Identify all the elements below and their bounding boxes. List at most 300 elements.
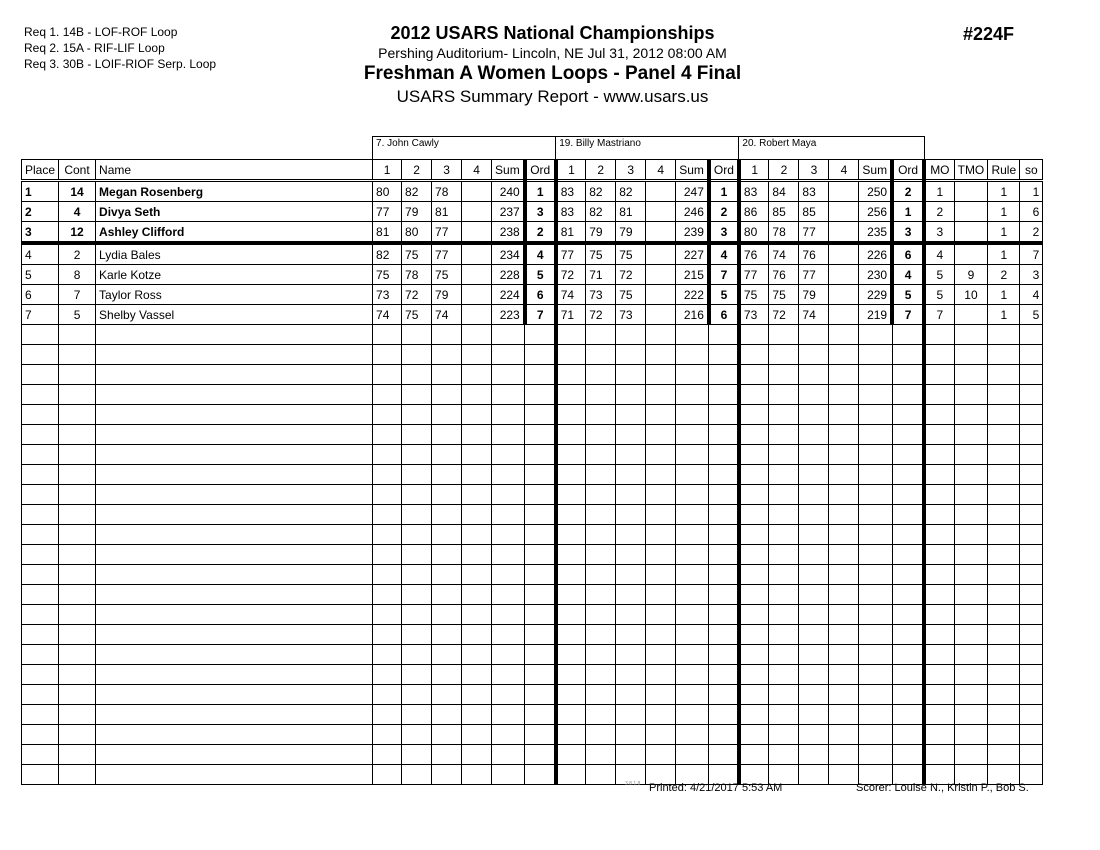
score-cell: 78	[402, 265, 432, 285]
empty-cell	[799, 445, 829, 465]
empty-cell	[769, 545, 799, 565]
empty-cell	[22, 405, 59, 425]
empty-cell	[556, 325, 586, 345]
empty-cell	[22, 485, 59, 505]
empty-cell	[402, 505, 432, 525]
score-cell: 83	[739, 181, 769, 202]
empty-cell	[432, 565, 462, 585]
empty-cell	[892, 545, 924, 565]
empty-cell	[829, 605, 859, 625]
ordinal-cell: 6	[525, 285, 556, 305]
header-cont: Cont	[59, 160, 96, 181]
empty-cell	[769, 725, 799, 745]
empty-cell	[59, 465, 96, 485]
empty-cell	[616, 645, 646, 665]
empty-cell	[462, 625, 492, 645]
empty-cell	[22, 725, 59, 745]
empty-cell	[769, 665, 799, 685]
empty-cell	[492, 365, 525, 385]
empty-cell	[402, 485, 432, 505]
empty-cell	[988, 565, 1020, 585]
score-cell	[462, 222, 492, 244]
empty-cell	[402, 565, 432, 585]
empty-cell	[646, 505, 676, 525]
score-cell: 77	[432, 243, 462, 265]
empty-row	[22, 625, 1043, 645]
empty-cell	[799, 705, 829, 725]
empty-cell	[954, 445, 988, 465]
empty-cell	[373, 505, 402, 525]
empty-cell	[462, 705, 492, 725]
empty-cell	[373, 365, 402, 385]
empty-cell	[586, 765, 616, 785]
empty-cell	[859, 385, 892, 405]
empty-cell	[646, 545, 676, 565]
empty-cell	[402, 705, 432, 725]
empty-cell	[988, 505, 1020, 525]
score-cell: 73	[739, 305, 769, 325]
rule-cell: 1	[988, 222, 1020, 244]
empty-cell	[739, 625, 769, 645]
empty-cell	[954, 525, 988, 545]
empty-cell	[96, 485, 373, 505]
empty-cell	[709, 565, 739, 585]
empty-cell	[432, 625, 462, 645]
requirements-list	[24, 24, 216, 72]
empty-cell	[432, 325, 462, 345]
empty-cell	[924, 585, 954, 605]
ordinal-cell: 1	[709, 181, 739, 202]
empty-cell	[96, 385, 373, 405]
empty-cell	[799, 405, 829, 425]
empty-cell	[525, 405, 556, 425]
event-name: Freshman A Women Loops - Panel 4 Final	[363, 63, 742, 84]
empty-cell	[616, 525, 646, 545]
empty-row	[22, 665, 1043, 685]
ordinal-cell: 4	[709, 243, 739, 265]
empty-cell	[988, 645, 1020, 665]
empty-cell	[402, 685, 432, 705]
score-cell: 76	[769, 265, 799, 285]
empty-cell	[709, 625, 739, 645]
empty-cell	[1020, 445, 1043, 465]
score-cell: 82	[616, 181, 646, 202]
empty-cell	[646, 585, 676, 605]
empty-cell	[373, 585, 402, 605]
empty-cell	[954, 705, 988, 725]
header-j1-s1: 1	[373, 160, 402, 181]
name-cell: Lydia Bales	[96, 243, 373, 265]
empty-cell	[954, 605, 988, 625]
empty-cell	[739, 505, 769, 525]
sum-cell: 250	[859, 181, 892, 202]
header-j1-s2: 2	[402, 160, 432, 181]
rule-cell: 2	[988, 265, 1020, 285]
score-cell	[646, 305, 676, 325]
header-tmo: TMO	[954, 160, 988, 181]
empty-cell	[1020, 585, 1043, 605]
empty-cell	[799, 665, 829, 685]
empty-cell	[988, 605, 1020, 625]
empty-cell	[676, 505, 709, 525]
score-cell: 74	[556, 285, 586, 305]
judge-3-name: 20. Robert Maya	[739, 137, 924, 160]
empty-cell	[432, 345, 462, 365]
empty-cell	[646, 625, 676, 645]
empty-cell	[954, 685, 988, 705]
empty-cell	[799, 345, 829, 365]
empty-cell	[859, 445, 892, 465]
empty-cell	[709, 585, 739, 605]
empty-row	[22, 705, 1043, 725]
empty-cell	[799, 465, 829, 485]
empty-cell	[676, 345, 709, 365]
header-j2-sum: Sum	[676, 160, 709, 181]
empty-cell	[859, 365, 892, 385]
empty-cell	[676, 665, 709, 685]
ordinal-cell: 3	[892, 222, 924, 244]
empty-cell	[924, 685, 954, 705]
place-cell: 5	[22, 265, 59, 285]
empty-cell	[96, 765, 373, 785]
empty-cell	[462, 485, 492, 505]
empty-cell	[22, 645, 59, 665]
empty-cell	[769, 525, 799, 545]
score-cell: 83	[556, 181, 586, 202]
empty-cell	[59, 725, 96, 745]
empty-cell	[739, 665, 769, 685]
empty-cell	[586, 565, 616, 585]
empty-cell	[492, 545, 525, 565]
empty-cell	[646, 425, 676, 445]
empty-cell	[432, 765, 462, 785]
empty-cell	[799, 525, 829, 545]
empty-cell	[96, 685, 373, 705]
score-cell: 75	[769, 285, 799, 305]
score-cell	[462, 305, 492, 325]
empty-cell	[432, 365, 462, 385]
empty-cell	[646, 725, 676, 745]
header-j3-sum: Sum	[859, 160, 892, 181]
empty-cell	[462, 545, 492, 565]
empty-cell	[96, 425, 373, 445]
empty-cell	[96, 525, 373, 545]
empty-row	[22, 365, 1043, 385]
sum-cell: 235	[859, 222, 892, 244]
empty-cell	[676, 485, 709, 505]
empty-cell	[556, 585, 586, 605]
empty-cell	[22, 585, 59, 605]
empty-cell	[769, 465, 799, 485]
empty-row	[22, 585, 1043, 605]
requirement-2: Req 2. 15A - RIF-LIF Loop	[24, 41, 165, 55]
score-cell	[462, 243, 492, 265]
empty-cell	[829, 585, 859, 605]
name-cell: Taylor Ross	[96, 285, 373, 305]
score-cell: 83	[556, 202, 586, 222]
name-cell: Megan Rosenberg	[96, 181, 373, 202]
header-place: Place	[22, 160, 59, 181]
empty-cell	[924, 645, 954, 665]
empty-cell	[556, 625, 586, 645]
empty-cell	[954, 385, 988, 405]
judge-header-row	[22, 137, 1043, 160]
sum-cell: 228	[492, 265, 525, 285]
empty-cell	[432, 445, 462, 465]
empty-cell	[739, 545, 769, 565]
score-cell: 79	[402, 202, 432, 222]
score-cell	[462, 265, 492, 285]
sum-cell: 227	[676, 243, 709, 265]
empty-cell	[525, 505, 556, 525]
score-cell: 75	[586, 243, 616, 265]
so-cell: 3	[1020, 265, 1043, 285]
cont-cell: 4	[59, 202, 96, 222]
report-line: USARS Summary Report - www.usars.us	[396, 87, 709, 106]
so-cell: 7	[1020, 243, 1043, 265]
empty-cell	[769, 685, 799, 705]
empty-cell	[432, 425, 462, 445]
score-cell: 79	[586, 222, 616, 244]
empty-cell	[709, 545, 739, 565]
score-cell: 80	[373, 181, 402, 202]
empty-cell	[829, 405, 859, 425]
empty-cell	[556, 365, 586, 385]
empty-cell	[96, 345, 373, 365]
score-cell	[462, 285, 492, 305]
empty-cell	[769, 425, 799, 445]
empty-cell	[616, 505, 646, 525]
empty-cell	[769, 645, 799, 665]
empty-cell	[924, 385, 954, 405]
place-cell: 4	[22, 243, 59, 265]
empty-cell	[616, 405, 646, 425]
empty-cell	[739, 645, 769, 665]
empty-cell	[859, 725, 892, 745]
empty-cell	[1020, 345, 1043, 365]
ordinal-cell: 3	[525, 202, 556, 222]
empty-cell	[525, 665, 556, 685]
cont-cell: 5	[59, 305, 96, 325]
header-j2-s2: 2	[586, 160, 616, 181]
empty-cell	[646, 365, 676, 385]
empty-cell	[954, 665, 988, 685]
empty-cell	[769, 385, 799, 405]
empty-cell	[892, 485, 924, 505]
empty-cell	[892, 365, 924, 385]
score-cell: 83	[799, 181, 829, 202]
empty-cell	[859, 685, 892, 705]
empty-cell	[988, 365, 1020, 385]
event-title: 2012 USARS National Championships	[390, 23, 715, 43]
empty-cell	[988, 425, 1020, 445]
empty-cell	[646, 385, 676, 405]
empty-cell	[616, 585, 646, 605]
sum-cell: 229	[859, 285, 892, 305]
sum-cell: 226	[859, 243, 892, 265]
score-cell: 75	[739, 285, 769, 305]
empty-cell	[954, 585, 988, 605]
empty-cell	[492, 745, 525, 765]
empty-cell	[646, 465, 676, 485]
empty-cell	[924, 545, 954, 565]
empty-cell	[22, 545, 59, 565]
empty-cell	[616, 445, 646, 465]
ordinal-cell: 5	[525, 265, 556, 285]
empty-cell	[402, 405, 432, 425]
empty-cell	[402, 765, 432, 785]
empty-cell	[646, 605, 676, 625]
header-j1-s3: 3	[432, 160, 462, 181]
empty-cell	[739, 525, 769, 545]
empty-cell	[829, 685, 859, 705]
empty-cell	[525, 525, 556, 545]
score-cell: 74	[769, 243, 799, 265]
empty-cell	[59, 585, 96, 605]
empty-cell	[739, 345, 769, 365]
empty-cell	[859, 625, 892, 645]
empty-row	[22, 405, 1043, 425]
empty-cell	[709, 325, 739, 345]
empty-row	[22, 745, 1043, 765]
score-cell: 71	[556, 305, 586, 325]
empty-cell	[799, 625, 829, 645]
empty-cell	[799, 545, 829, 565]
empty-cell	[556, 425, 586, 445]
cont-cell: 8	[59, 265, 96, 285]
empty-cell	[462, 525, 492, 545]
empty-cell	[96, 445, 373, 465]
empty-cell	[616, 625, 646, 645]
ordinal-cell: 5	[892, 285, 924, 305]
empty-cell	[492, 425, 525, 445]
sum-cell: 240	[492, 181, 525, 202]
empty-cell	[924, 485, 954, 505]
empty-cell	[988, 625, 1020, 645]
empty-cell	[859, 545, 892, 565]
empty-cell	[432, 605, 462, 625]
empty-cell	[492, 665, 525, 685]
score-cell	[829, 243, 859, 265]
scorer-list: Scorer: Louise N., Kristin P., Bob S.	[856, 782, 1029, 794]
empty-cell	[1020, 385, 1043, 405]
results-table	[21, 136, 1043, 785]
empty-cell	[646, 325, 676, 345]
empty-cell	[739, 365, 769, 385]
empty-cell	[22, 565, 59, 585]
score-cell: 79	[432, 285, 462, 305]
empty-cell	[892, 605, 924, 625]
empty-cell	[988, 665, 1020, 685]
table-row	[22, 202, 1043, 222]
empty-cell	[988, 405, 1020, 425]
empty-cell	[799, 585, 829, 605]
empty-cell	[586, 385, 616, 405]
empty-cell	[586, 725, 616, 745]
empty-cell	[616, 425, 646, 445]
empty-cell	[59, 745, 96, 765]
header-j2-s4: 4	[646, 160, 676, 181]
score-cell: 74	[799, 305, 829, 325]
empty-cell	[829, 325, 859, 345]
place-cell: 6	[22, 285, 59, 305]
empty-cell	[1020, 425, 1043, 445]
empty-cell	[829, 625, 859, 645]
empty-cell	[556, 665, 586, 685]
empty-cell	[769, 505, 799, 525]
empty-cell	[988, 585, 1020, 605]
empty-cell	[739, 425, 769, 445]
empty-row	[22, 565, 1043, 585]
empty-cell	[739, 325, 769, 345]
judge-2-name: 19. Billy Mastriano	[556, 137, 739, 160]
empty-cell	[462, 425, 492, 445]
sum-cell: 222	[676, 285, 709, 305]
score-cell	[829, 202, 859, 222]
score-cell	[646, 265, 676, 285]
empty-cell	[1020, 565, 1043, 585]
empty-cell	[432, 705, 462, 725]
empty-cell	[556, 345, 586, 365]
score-cell: 72	[586, 305, 616, 325]
empty-row	[22, 645, 1043, 665]
empty-cell	[954, 505, 988, 525]
empty-cell	[924, 445, 954, 465]
empty-cell	[616, 485, 646, 505]
score-cell: 75	[616, 285, 646, 305]
empty-cell	[739, 705, 769, 725]
empty-cell	[769, 565, 799, 585]
name-cell: Karle Kotze	[96, 265, 373, 285]
empty-cell	[646, 345, 676, 365]
empty-cell	[859, 665, 892, 685]
empty-cell	[924, 365, 954, 385]
score-cell	[829, 181, 859, 202]
empty-cell	[402, 345, 432, 365]
score-cell	[646, 243, 676, 265]
empty-cell	[709, 365, 739, 385]
empty-cell	[556, 525, 586, 545]
empty-cell	[492, 465, 525, 485]
empty-cell	[22, 705, 59, 725]
score-cell	[646, 202, 676, 222]
empty-cell	[859, 585, 892, 605]
empty-cell	[462, 385, 492, 405]
empty-cell	[924, 565, 954, 585]
empty-cell	[954, 485, 988, 505]
empty-cell	[586, 605, 616, 625]
empty-row	[22, 325, 1043, 345]
empty-cell	[1020, 485, 1043, 505]
empty-cell	[954, 465, 988, 485]
empty-cell	[829, 505, 859, 525]
score-cell: 79	[616, 222, 646, 244]
empty-cell	[646, 745, 676, 765]
empty-cell	[96, 705, 373, 725]
empty-cell	[432, 685, 462, 705]
empty-cell	[402, 545, 432, 565]
ordinal-cell: 2	[709, 202, 739, 222]
name-cell: Ashley Clifford	[96, 222, 373, 244]
empty-cell	[462, 645, 492, 665]
score-cell: 77	[799, 222, 829, 244]
empty-cell	[22, 445, 59, 465]
empty-cell	[525, 625, 556, 645]
score-cell: 75	[616, 243, 646, 265]
empty-cell	[432, 465, 462, 485]
empty-cell	[402, 725, 432, 745]
empty-cell	[676, 545, 709, 565]
